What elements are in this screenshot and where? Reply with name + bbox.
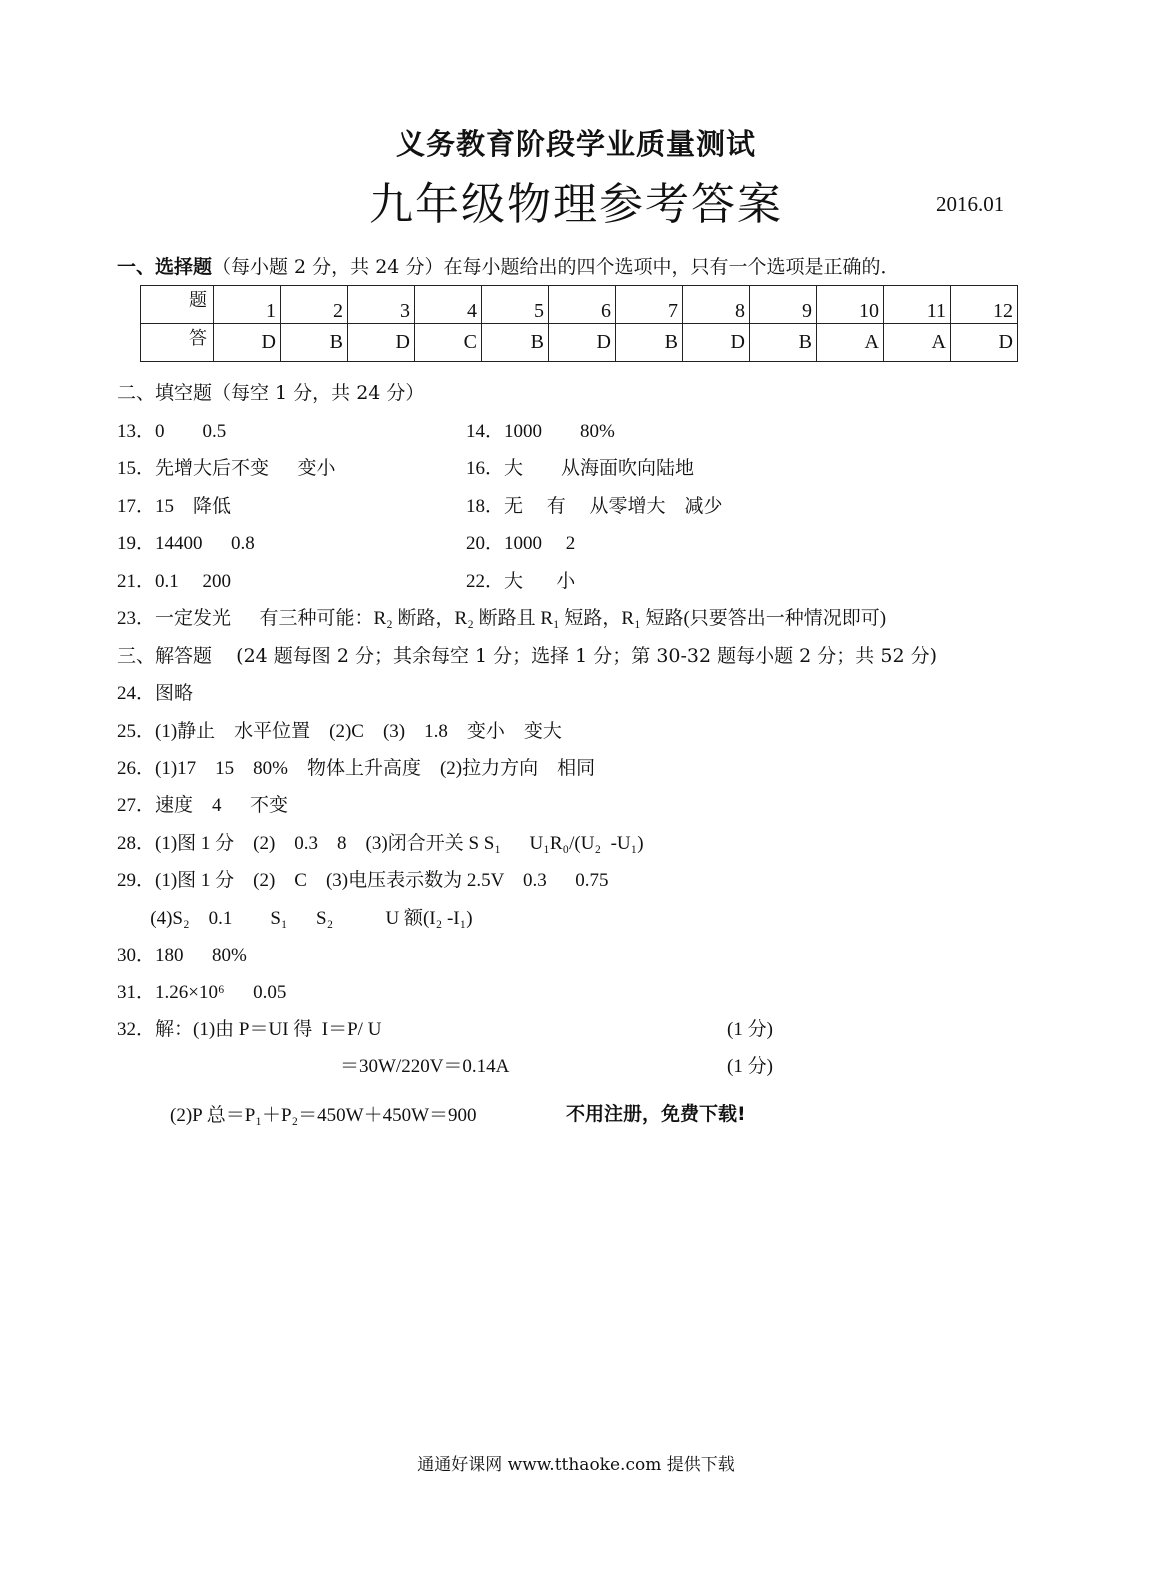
answer-cell: D bbox=[549, 324, 616, 362]
answer-cell: D bbox=[951, 324, 1018, 362]
question-number: 8 bbox=[683, 286, 750, 324]
question-number: 2 bbox=[281, 286, 348, 324]
answer-cell: B bbox=[616, 324, 683, 362]
answer-line: 17．15 降低 bbox=[117, 496, 232, 517]
row-label-question: 题 bbox=[141, 286, 214, 324]
answer-line: 21．0.1 200 bbox=[117, 571, 232, 592]
question-number: 11 bbox=[884, 286, 951, 324]
row-label-answer: 答 bbox=[141, 324, 214, 362]
answer-line: 16．大 从海面吹向陆地 bbox=[466, 458, 695, 479]
answer-cell: D bbox=[683, 324, 750, 362]
answer-cell: D bbox=[214, 324, 281, 362]
question-number: 7 bbox=[616, 286, 683, 324]
answer-line: 28．(1)图 1 分 (2) 0.3 8 (3)闭合开关 S S₁ U₁R₀/(U₂ -U₁) bbox=[117, 833, 644, 854]
answer-cell: A bbox=[884, 324, 951, 362]
question-number: 1 bbox=[214, 286, 281, 324]
answer-line: 31．1.26×10⁶ 0.05 bbox=[117, 982, 287, 1003]
answer-line-23: 23．一定发光 有三种可能：R₂ 断路，R₂ 断路且 R₁ 短路，R₁ 短路(只要答出一种情况即可) bbox=[117, 608, 887, 629]
answer-line: (4)S₂ 0.1 S₁ S₂ U 额(I₂ -I₁) bbox=[117, 908, 473, 929]
answer-line: 14．1000 80% bbox=[466, 421, 615, 442]
document-date: 2016.01 bbox=[936, 192, 1005, 216]
answer-cell: B bbox=[281, 324, 348, 362]
section1-heading-note: （每小题 2 分，共 24 分）在每小题给出的四个选项中，只有一个选项是正确的． bbox=[212, 256, 900, 278]
answer-cell: C bbox=[415, 324, 482, 362]
question-number-row bbox=[141, 286, 1018, 324]
promo-text: 不用注册，免费下载! bbox=[566, 1103, 746, 1125]
question-number: 5 bbox=[482, 286, 549, 324]
answer-line: 19．14400 0.8 bbox=[117, 533, 255, 554]
question-number: 10 bbox=[817, 286, 884, 324]
answer-cell: B bbox=[750, 324, 817, 362]
question-number: 4 bbox=[415, 286, 482, 324]
question-number: 6 bbox=[549, 286, 616, 324]
multiple-choice-answer-table bbox=[140, 285, 1018, 362]
answer-line: 13．0 0.5 bbox=[117, 421, 227, 442]
answer-line: 15．先增大后不变 变小 bbox=[117, 458, 336, 479]
section1-heading bbox=[117, 252, 899, 279]
answer-row bbox=[141, 324, 1018, 362]
answer-line: 30．180 80% bbox=[117, 945, 247, 966]
answer-line: 29．(1)图 1 分 (2) C (3)电压表示数为 2.5V 0.3 0.75 bbox=[117, 870, 609, 891]
page-footer: 通通好课网 www.tthaoke.com 提供下载 bbox=[417, 1455, 735, 1475]
answer-cell: A bbox=[817, 324, 884, 362]
answer-line-32: 32．解：(1)由 P＝UI 得 I＝P/ U bbox=[117, 1019, 382, 1040]
page-subtitle: 九年级物理参考答案 bbox=[369, 179, 783, 230]
score-note: (1 分) bbox=[727, 1056, 773, 1077]
question-number: 9 bbox=[750, 286, 817, 324]
page-title: 义务教育阶段学业质量测试 bbox=[395, 127, 756, 161]
answer-cell: D bbox=[348, 324, 415, 362]
answer-line-32-calc: ＝30W/220V＝0.14A bbox=[340, 1056, 510, 1077]
question-number: 3 bbox=[348, 286, 415, 324]
answer-line: 25．(1)静止 水平位置 (2)C (3) 1.8 变小 变大 bbox=[117, 721, 562, 742]
answer-line: 24．图略 bbox=[117, 683, 194, 704]
question-number: 12 bbox=[951, 286, 1018, 324]
answer-line: 26．(1)17 15 80% 物体上升高度 (2)拉力方向 相同 bbox=[117, 758, 596, 779]
answer-line: 22．大 小 bbox=[466, 571, 576, 592]
section2-heading: 二、填空题（每空 1 分，共 24 分） bbox=[117, 382, 425, 404]
answer-line: 20．1000 2 bbox=[466, 533, 576, 554]
answer-line: 18．无 有 从零增大 减少 bbox=[466, 496, 723, 517]
answer-line-32-part2: (2)P 总＝P₁＋P₂＝450W＋450W＝900 bbox=[170, 1105, 477, 1126]
answer-line: 27．速度 4 不变 bbox=[117, 795, 289, 816]
section1-heading-bold: 一、选择题 bbox=[117, 256, 213, 278]
section3-heading: 三、解答题 (24 题每图 2 分；其余每空 1 分；选择 1 分；第 30-32 题每小题 2 分；共 52 分) bbox=[117, 645, 937, 667]
answer-cell: B bbox=[482, 324, 549, 362]
score-note: (1 分) bbox=[727, 1019, 773, 1040]
